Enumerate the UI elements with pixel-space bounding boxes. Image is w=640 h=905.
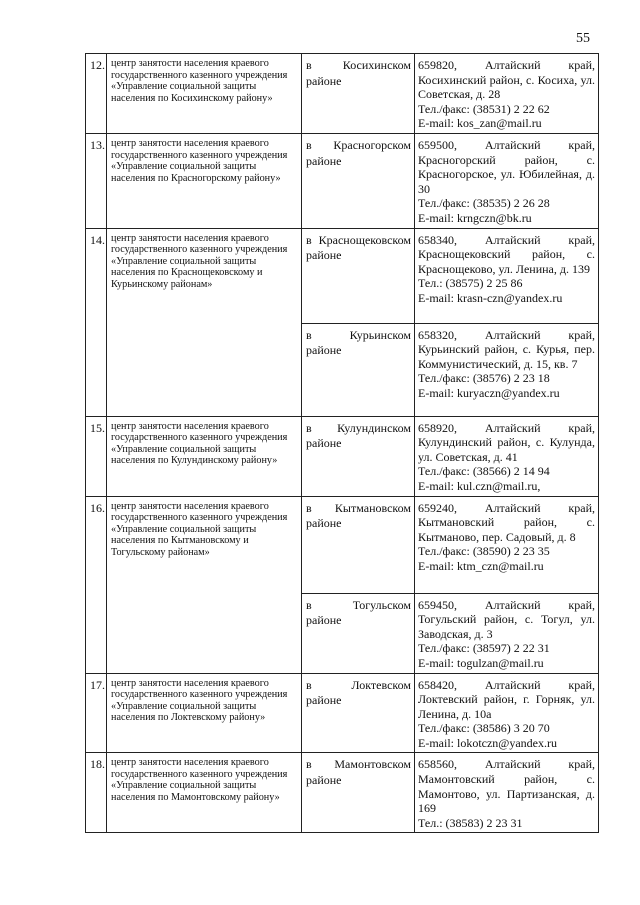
row-number: 18. — [86, 753, 107, 833]
organization-name: центр занятости населения краевого государственного казенного учреждения «Управление социальной защиты населения по Кулундинскому району» — [107, 416, 302, 496]
email-address: E-mail: kos_zan@mail.ru — [418, 116, 542, 131]
organization-name: центр занятости населения краевого государственного казенного учреждения «Управление социальной защиты населения по Кытмановскому и Тогульскому районам» — [107, 496, 302, 673]
organization-name: центр занятости населения краевого государственного казенного учреждения «Управление социальной защиты населения по Красногорскому району» — [107, 134, 302, 229]
phone-number: Тел.: (38583) 2 23 31 — [418, 815, 523, 830]
row-number: 16. — [86, 496, 107, 673]
address-cell — [415, 673, 599, 753]
address-cell — [415, 496, 599, 593]
phone-number: Тел./факс: (38566) 2 14 94 — [418, 464, 550, 479]
table-row — [86, 134, 599, 229]
postal-address: 658920, Алтайский край, Кулундинский район, с. Кулунда, ул. Советская, д. 41 — [418, 420, 595, 464]
address-cell — [415, 593, 599, 673]
email-address: E-mail: kul.czn@mail.ru, — [418, 478, 541, 493]
row-number: 17. — [86, 673, 107, 753]
table-row — [86, 496, 599, 593]
address-cell — [415, 323, 599, 416]
organization-name: центр занятости населения краевого государственного казенного учреждения «Управление социальной защиты населения по Косихинскому району» — [107, 54, 302, 134]
row-number: 13. — [86, 134, 107, 229]
postal-address: 659240, Алтайский край, Кытмановский район, с. Кытманово, пер. Садовый, д. 8 — [418, 500, 595, 544]
district-cell: в Мамонтовском районе — [302, 753, 415, 833]
district-cell: в Косихинском районе — [302, 54, 415, 134]
organization-name: центр занятости населения краевого государственного казенного учреждения «Управление социальной защиты населения по Локтевскому району» — [107, 673, 302, 753]
district-cell: в Курьинском районе — [302, 323, 415, 416]
phone-number: Тел./факс: (38535) 2 26 28 — [418, 196, 550, 211]
district-cell: в Локтевском районе — [302, 673, 415, 753]
organization-name: центр занятости населения краевого государственного казенного учреждения «Управление социальной защиты населения по Краснощековскому и Курьинскому районам» — [107, 228, 302, 416]
phone-number: Тел./факс: (38586) 3 20 70 — [418, 721, 550, 736]
table-row — [86, 54, 599, 134]
email-address: E-mail: krngczn@bk.ru — [418, 210, 532, 225]
address-cell — [415, 416, 599, 496]
phone-number: Тел./факс: (38576) 2 23 18 — [418, 371, 550, 386]
postal-address: 658560, Алтайский край, Мамонтовский район, с. Мамонтово, ул. Партизанская, д. 169 — [418, 757, 595, 816]
employment-centers-table — [85, 53, 599, 833]
phone-number: Тел./факс: (38590) 2 23 35 — [418, 544, 550, 559]
email-address: E-mail: togulzan@mail.ru — [418, 655, 544, 670]
row-number: 14. — [86, 228, 107, 416]
table-row — [86, 673, 599, 753]
phone-number: Тел.: (38575) 2 25 86 — [418, 276, 523, 291]
postal-address: 658320, Алтайский край, Курьинский район, с. Курья, пер. Коммунистический, д. 15, кв. 7 — [418, 327, 595, 371]
address-cell — [415, 54, 599, 134]
email-address: E-mail: lokotczn@yandex.ru — [418, 735, 558, 750]
page-number: 55 — [576, 31, 590, 46]
table-row — [86, 228, 599, 323]
row-number: 15. — [86, 416, 107, 496]
row-number: 12. — [86, 54, 107, 134]
address-cell — [415, 134, 599, 229]
address-cell — [415, 228, 599, 323]
email-address: E-mail: kuryaczn@yandex.ru — [418, 385, 560, 400]
phone-number: Тел./факс: (38531) 2 22 62 — [418, 101, 550, 116]
phone-number: Тел./факс: (38597) 2 22 31 — [418, 641, 550, 656]
table-row — [86, 416, 599, 496]
address-cell — [415, 753, 599, 833]
district-cell: в Тогульском районе — [302, 593, 415, 673]
postal-address: 659450, Алтайский край, Тогульский район, с. Тогул, ул. Заводская, д. 3 — [418, 597, 595, 641]
district-cell: в Красногорском районе — [302, 134, 415, 229]
postal-address: 659820, Алтайский край, Косихинский район, с. Косиха, ул. Советская, д. 28 — [418, 58, 595, 102]
postal-address: 658340, Алтайский край, Краснощековский район, с. Краснощеково, ул. Ленина, д. 139 — [418, 232, 595, 276]
organization-name: центр занятости населения краевого государственного казенного учреждения «Управление социальной защиты населения по Мамонтовскому району» — [107, 753, 302, 833]
email-address: E-mail: krasn-czn@yandex.ru — [418, 290, 563, 305]
table-row — [86, 753, 599, 833]
district-cell: в Кытмановском районе — [302, 496, 415, 593]
postal-address: 659500, Алтайский край, Красногорский район, с. Красногорское, ул. Юбилейная, д. 30 — [418, 138, 595, 196]
district-cell: в Кулундинском районе — [302, 416, 415, 496]
postal-address: 658420, Алтайский край, Локтевский район, г. Горняк, ул. Ленина, д. 10а — [418, 677, 595, 721]
email-address: E-mail: ktm_czn@mail.ru — [418, 558, 544, 573]
district-cell: в Краснощековском районе — [302, 228, 415, 323]
